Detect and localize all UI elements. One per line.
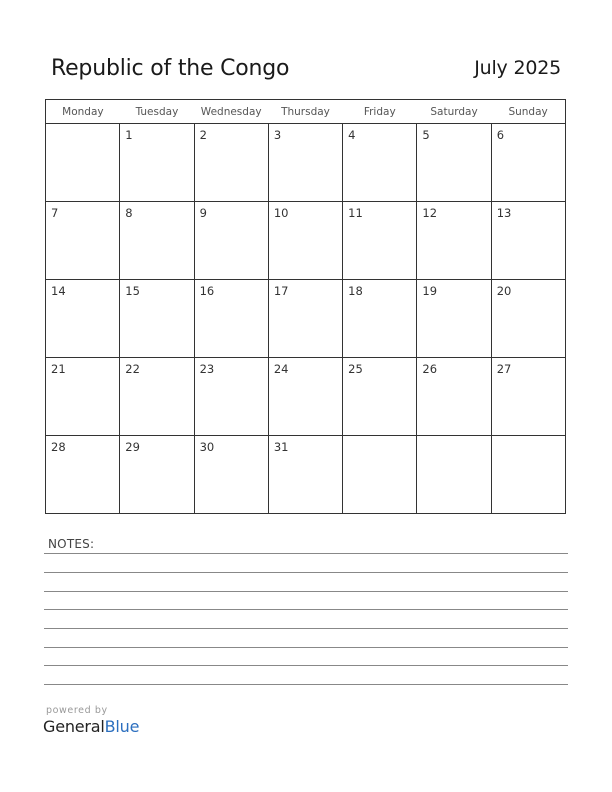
day-number: 10 [273,206,289,220]
day-number: 9 [199,206,207,220]
day-number: 24 [273,362,289,376]
day-number: 13 [496,206,512,220]
day-number: 25 [348,362,363,376]
week-row [46,358,566,436]
day-cell [417,202,491,280]
day-cell [194,124,268,202]
day-number: 3 [273,128,282,142]
brand-name-blue: Blue [104,717,140,736]
day-cell [491,436,565,514]
day-number: 1 [125,128,133,142]
note-line [44,572,568,573]
day-cell [417,436,491,514]
day-number: 6 [496,128,505,142]
day-cell [491,358,565,436]
day-cell [120,358,194,436]
day-cell [194,202,268,280]
note-line [44,684,568,685]
day-number: 29 [125,440,140,454]
day-number: 14 [51,284,66,298]
day-number: 16 [199,284,215,298]
weekday-header: Monday [46,100,120,124]
day-number: 23 [199,362,215,376]
powered-by-text: powered by [46,705,108,716]
day-number: 21 [51,362,66,376]
day-cell [343,358,417,436]
calendar-month-year: July 2025 [474,57,561,79]
day-number: 18 [348,284,363,298]
brand-logo [43,717,139,736]
day-cell [194,280,268,358]
day-cell [268,124,342,202]
weekday-header: Thursday [268,100,342,124]
week-row [46,202,566,280]
day-cell [46,436,120,514]
day-cell [343,202,417,280]
day-cell [343,124,417,202]
day-cell [268,358,342,436]
day-number: 8 [125,206,133,220]
calendar-grid [45,99,566,514]
day-cell [268,280,342,358]
day-cell [120,280,194,358]
day-cell [491,280,565,358]
note-line [44,609,568,610]
note-line [44,591,568,592]
day-number: 2 [199,128,207,142]
day-number [343,436,416,440]
calendar-country-title: Republic of the Congo [51,56,290,81]
note-line [44,647,568,648]
day-number: 11 [348,206,363,220]
note-line [44,665,568,666]
day-cell [268,436,342,514]
day-number: 31 [273,440,289,454]
weekday-header: Tuesday [120,100,194,124]
day-cell [46,202,120,280]
day-cell [46,358,120,436]
weekday-header: Wednesday [194,100,268,124]
note-line [44,628,568,629]
week-row [46,436,566,514]
day-cell [120,436,194,514]
day-cell [46,124,120,202]
weekday-header: Saturday [417,100,491,124]
day-number [417,436,490,440]
day-number [46,124,119,128]
day-cell [343,436,417,514]
day-cell [120,202,194,280]
day-cell [120,124,194,202]
weekday-header-row [46,100,566,124]
day-number: 27 [496,362,512,376]
day-cell [343,280,417,358]
day-number: 19 [422,284,438,298]
day-cell [417,358,491,436]
day-number [492,436,565,440]
day-number: 7 [51,206,59,220]
day-cell [194,358,268,436]
day-number: 26 [422,362,438,376]
day-number: 30 [199,440,215,454]
brand-name-general: General [43,717,105,736]
day-cell [417,124,491,202]
day-number: 20 [496,284,512,298]
day-number: 22 [125,362,140,376]
day-cell [194,436,268,514]
day-number: 15 [125,284,140,298]
week-row [46,280,566,358]
notes-label: NOTES: [48,537,95,551]
week-row [46,124,566,202]
day-cell [491,124,565,202]
day-number: 5 [422,128,430,142]
weekday-header: Friday [343,100,417,124]
day-cell [491,202,565,280]
day-number: 17 [273,284,289,298]
day-number: 28 [51,440,66,454]
day-number: 4 [348,128,356,142]
day-cell [46,280,120,358]
day-number: 12 [422,206,438,220]
day-cell [417,280,491,358]
weekday-header: Sunday [491,100,565,124]
day-cell [268,202,342,280]
note-line [44,553,568,554]
